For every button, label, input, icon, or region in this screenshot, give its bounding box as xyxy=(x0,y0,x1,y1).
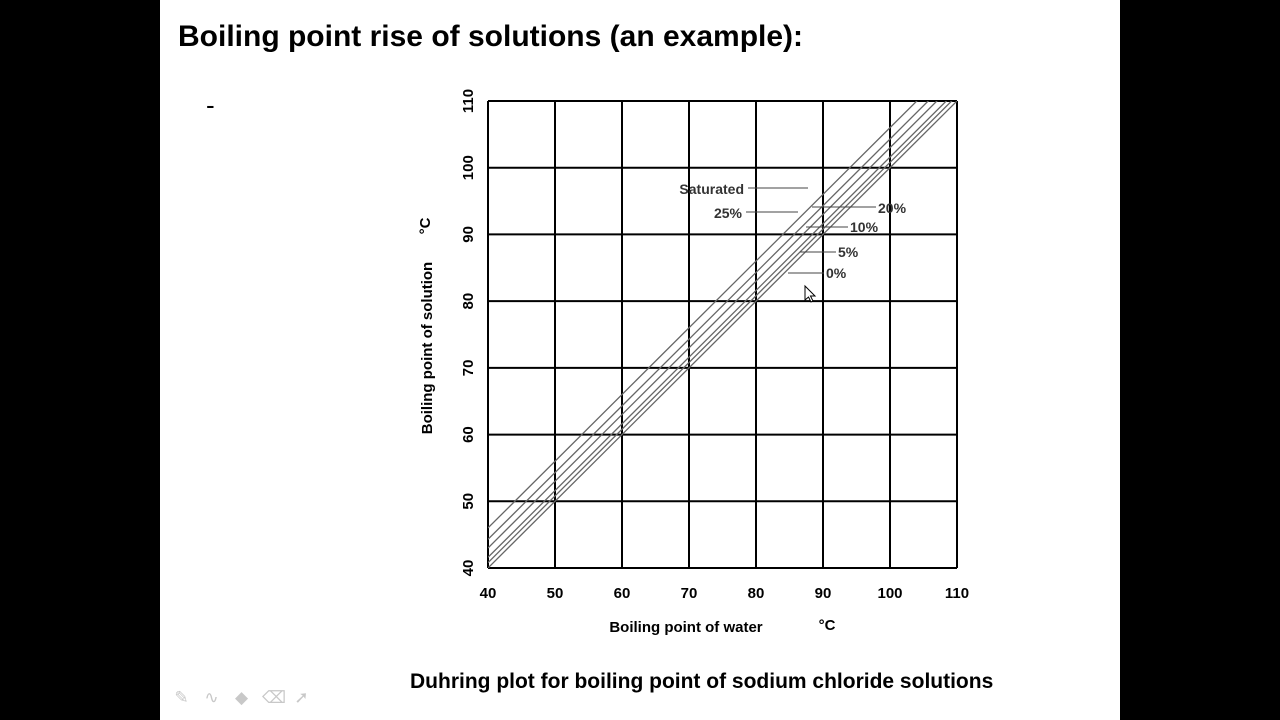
eraser-icon[interactable]: ⌫ xyxy=(262,688,287,707)
label-saturated: Saturated xyxy=(679,181,744,197)
x-tick-label: 80 xyxy=(747,585,765,602)
series-line xyxy=(488,61,957,528)
series-labels xyxy=(679,181,906,281)
x-tick-label: 110 xyxy=(944,585,970,602)
x-tick-label: 90 xyxy=(814,585,832,602)
label-25pct: 25% xyxy=(713,205,742,221)
x-tick-label: 40 xyxy=(479,585,497,602)
y-axis-unit: °C xyxy=(417,217,434,235)
pen-icon[interactable]: ✎ xyxy=(174,688,189,707)
chart-caption: Duhring plot for boiling point of sodium chloride solutions xyxy=(410,670,994,693)
x-axis-unit: °C xyxy=(818,617,836,634)
y-tick-label: 60 xyxy=(460,426,477,443)
x-axis-label: Boiling point of water xyxy=(609,619,763,636)
y-tick-label: 50 xyxy=(460,492,477,510)
y-tick-label: 70 xyxy=(460,359,477,377)
series-line xyxy=(488,81,957,548)
y-tick-label: 100 xyxy=(460,155,477,181)
series-line xyxy=(488,90,957,557)
y-tick-label: 40 xyxy=(460,559,477,577)
x-tick-label: 70 xyxy=(680,585,698,602)
chart-series xyxy=(488,61,957,568)
x-tick-label: 60 xyxy=(613,585,631,602)
series-line xyxy=(488,72,957,539)
bullet-dash: - xyxy=(206,90,215,120)
highlighter-icon[interactable]: ∿ xyxy=(204,688,219,707)
label-5pct: 5% xyxy=(838,244,859,260)
y-tick-label: 80 xyxy=(460,292,477,310)
x-tick-label: 100 xyxy=(877,585,903,602)
paint-bucket-icon[interactable]: ◆ xyxy=(234,688,249,707)
y-tick-label: 90 xyxy=(460,226,477,243)
label-10pct: 10% xyxy=(850,219,879,235)
series-line xyxy=(488,96,957,563)
label-20pct: 20% xyxy=(878,200,907,216)
x-tick-label: 50 xyxy=(546,585,564,602)
y-tick-label: 110 xyxy=(460,88,477,114)
arrow-pointer-icon[interactable]: ➚ xyxy=(294,688,309,707)
y-axis-label: Boiling point of solution xyxy=(419,261,436,435)
series-line xyxy=(488,101,957,568)
label-0pct: 0% xyxy=(826,265,847,281)
slide-title: Boiling point rise of solutions (an example): xyxy=(178,20,804,53)
mouse-cursor-icon xyxy=(805,286,815,302)
